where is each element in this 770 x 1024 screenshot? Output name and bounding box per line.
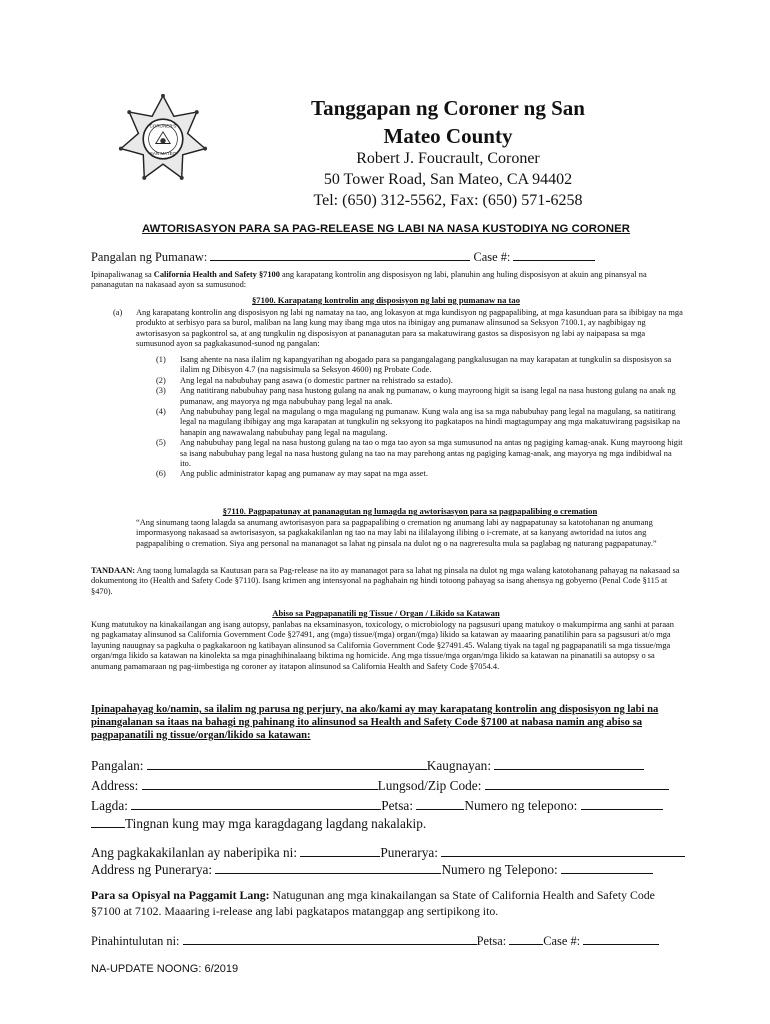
- list-item: [156, 438, 684, 469]
- funeral-address-field[interactable]: [215, 862, 441, 874]
- office-address: 50 Tower Road, San Mateo, CA 94402: [323, 171, 573, 188]
- list-item-num: (3): [156, 386, 166, 396]
- approval-row: [91, 933, 691, 949]
- address-label: Address:: [91, 778, 139, 793]
- list-item-num: (5): [156, 438, 166, 448]
- note-paragraph: [91, 566, 684, 597]
- list-item-num: (1): [156, 355, 166, 364]
- list-item-text: Ang public administrator kapag ang pumanaw ay may sapat na mga asset.: [180, 469, 428, 479]
- item-a-label: (a): [113, 308, 123, 317]
- name-field[interactable]: [147, 758, 427, 770]
- list-item-text: Isang ahente na nasa ilalim ng kapangyarihan ng abogado para sa pangangalagang pangkalusugan na may karapatan at tungkulin sa disposisyon sa ilalim ng Dibisyon 4.7 (na nagsisimula sa Seksyon 4600) ng Probate Code.: [180, 355, 672, 375]
- office-use-text: Natugunan ang mga kinakailangan sa State of California Health and Safety Code §7100 at 7102. Maaaring i-release ang labi pagkatapos matanggap ang sertipikong ito.: [91, 888, 655, 918]
- city-zip-field[interactable]: [485, 778, 669, 790]
- star-tip-ball: [142, 176, 146, 180]
- approval-case-label: Case #:: [543, 934, 581, 948]
- heir-list: [156, 355, 684, 480]
- footer-updated: NA-UPDATE NOONG: 6/2019: [91, 963, 239, 975]
- section-7110-quote: “Ang sinumang taong lalagda sa anumang awtorisasyon para sa pagpapalibing o cremation ng anumang labi ay nagpapatunay sa katotohanan ng anumang impormasyong nakasaad sa awtorisasyon, sa pagkakakilanlan ng tao na may labi na ililalayong ilibing o i-cremate, at sa kanyang awtoridad na iutos ang pagpapalibing o cremation. Siya ang personal na mananagot sa lahat ng pinsala na dulot ng o na nagreresulta mula sa paglabag ng naturang pagpapatunay.”: [136, 518, 657, 548]
- section-7100-heading: §7100. Karapatang kontrolin ang disposisyon ng labi ng pumanaw na tao: [252, 295, 520, 305]
- list-item-text: Ang legal na nabubuhay pang asawa (o domestic partner na rehistrado sa estado).: [180, 375, 453, 385]
- list-item-text: Ang nabubuhay pang legal na magulang o mga magulang ng pumanaw. Kung wala ang isa sa mga nabubuhay pang legal na magulang, sa natitirang legal na magulang ibibigay ang mga karapatan at tungkulin ng seksyong ito pagkatapos na hindi magtagumpay ang mga makatuwirang pagsisikap na hanapin ang nawawalang nabubuhay pang legal na magulang.: [180, 407, 681, 437]
- intro-text-rest: ang karapatang kontrolin ang disposisyon ng labi, planuhin ang huling disposisyon at akuin ang pinansyal na pananagutan na nakasaad ayon sa sumusunod:: [91, 270, 647, 290]
- deceased-label: Pangalan ng Pumanaw:: [91, 250, 208, 264]
- relationship-field[interactable]: [494, 758, 644, 770]
- svg-text:SAN MATEO: SAN MATEO: [149, 151, 177, 157]
- phone-label: Numero ng telepono:: [464, 798, 578, 813]
- form-row-signature: [91, 798, 691, 814]
- funeral-home-label: Punerarya:: [380, 845, 438, 860]
- funeral-address-label: Address ng Punerarya:: [91, 862, 213, 877]
- form-row-funeral-address: [91, 862, 691, 878]
- list-item-num: (4): [156, 407, 166, 417]
- list-item-text: Ang nabubuhay pang legal na nasa hustong gulang na tao o mga tao ayon sa mga sumusunod na antas ng pagiging kamag-anak. Kung mayroong higit sa isang nabubuhay pang legal na nasa hustong gulang na tao na may parehong antas ng pagiging kamag-anak, ang mayorya ng mga indibidwal na ito.: [180, 438, 683, 469]
- approval-case-field[interactable]: [583, 933, 659, 945]
- case-label: Case #:: [473, 250, 511, 264]
- list-item: [156, 376, 684, 386]
- checkbox-label: Tingnan kung may mga karagdagang lagdang nakalakip.: [125, 816, 427, 831]
- city-zip-label: Lungsod/Zip Code:: [377, 778, 482, 793]
- list-item: [156, 355, 684, 376]
- deceased-name-field[interactable]: [210, 249, 470, 261]
- tissue-heading: Abiso sa Pagpapanatili ng Tissue / Organ / Likido sa Katawan: [272, 608, 500, 618]
- identified-field[interactable]: [300, 845, 380, 857]
- additional-signatures-check[interactable]: [91, 816, 125, 828]
- star-tip-ball: [203, 147, 207, 151]
- form-row-checkbox: [91, 816, 691, 832]
- signature-field[interactable]: [131, 798, 381, 810]
- coroner-badge-logo: [118, 94, 208, 184]
- office-title-line2: Mateo County: [383, 124, 513, 148]
- date-field[interactable]: [416, 798, 464, 810]
- list-item: [156, 407, 684, 438]
- office-phone: Tel: (650) 312-5562, Fax: (650) 571-6258: [313, 192, 583, 209]
- date-label: Petsa:: [381, 798, 414, 813]
- office-use-paragraph: [91, 887, 681, 919]
- star-tip-ball: [119, 147, 123, 151]
- case-number-field[interactable]: [513, 249, 595, 261]
- identified-label: Ang pagkakakilanlan ay naberipika ni:: [91, 845, 298, 860]
- form-row-name: [91, 758, 691, 774]
- note-text: Ang taong lumalagda sa Kautusan para sa Pag-release na ito ay mananagot para sa lahat ng pinsala na dulot ng mga walang katotohanang pahayag na nakasaad sa dokumentong ito (Health and Safety Code §7110). Isang krimen ang intensyonal na paghahain ng hindi totoong pahayag sa isang ahensya ng gobyerno (Penal Code §115 at §470).: [91, 566, 680, 596]
- funeral-home-field[interactable]: [441, 845, 685, 857]
- section-7110-heading: §7110. Pagpapatunay at pananagutan ng lumagda ng awtorisasyon para sa pagpapalibing o cremation: [222, 506, 598, 516]
- form-row-identified: [91, 845, 691, 861]
- funeral-phone-field[interactable]: [561, 862, 653, 874]
- coroner-name: Robert J. Foucrault, Coroner: [356, 150, 540, 167]
- list-item-num: (6): [156, 469, 166, 479]
- star-tip-ball: [195, 110, 199, 114]
- document-title: AWTORISASYON PARA SA PAG-RELEASE NG LABI NA NASA KUSTODIYA NG CORONER: [141, 223, 631, 235]
- list-item: [156, 469, 684, 479]
- name-label: Pangalan:: [91, 758, 144, 773]
- office-title-line1: Tanggapan ng Coroner ng San: [311, 96, 585, 120]
- intro-paragraph: [91, 270, 681, 291]
- intro-text: Ipinapaliwanag sa: [91, 270, 154, 279]
- phone-field[interactable]: [581, 798, 663, 810]
- list-item-text: Ang natitirang nabubuhay pang nasa hustong gulang na anak ng pumanaw, o kung mayroong higit sa isang legal na nasa hustong gulang na anak ng pumanaw, ang mayorya ng mga nabubuhay pang legal na anak.: [180, 386, 676, 406]
- declaration: Ipinapahayag ko/namin, sa ilalim ng parusa ng perjury, na ako/kami ay may karapatang kontrolin ang disposisyon ng labi na pinangalanan sa itaas na bahagi ng pahinang ito alinsunod sa Health and Safety Code §7100 at nabasa namin ang abiso sa pagpapanatili ng tissue/organ/likido sa katawan:: [91, 704, 659, 741]
- address-field[interactable]: [142, 778, 378, 790]
- relationship-label: Kaugnayan:: [426, 758, 492, 773]
- approval-date-label: Petsa:: [476, 934, 507, 948]
- deceased-row: [91, 249, 691, 265]
- star-tip-ball: [127, 110, 131, 114]
- signature-label: Lagda:: [91, 798, 128, 813]
- intro-law: California Health and Safety §7100: [153, 270, 280, 279]
- star-tip-ball: [180, 176, 184, 180]
- note-label: TANDAAN:: [91, 566, 136, 575]
- approval-date-field[interactable]: [509, 933, 543, 945]
- item-a-text: Ang karapatang kontrolin ang disposisyon ng labi ng namatay na tao, ang lokasyon at mga kundisyon ng pagpapalibing, at mga kasunduan para sa ibibigay na mga produkto at serbisyo para sa burol, maliban na lang kung may ibang mga utos na ibinigay ang pumanaw alinsunod sa Seksyon 7100.1, ay nagbibigay ng awtorisasyon sa pagkontrol sa, at ang tungkulin ng disposisyon at pananagutan para sa makatuwirang gastos sa disposisyon ng labi ay naipapasa sa mga sumusunod ayon sa pagkakasunod-sunod ng pangalan:: [136, 308, 683, 349]
- tissue-paragraph: Kung matutukoy na kinakailangan ang isang autopsy, panlabas na eksaminasyon, toxicology, o microbiology na pagsusuri upang matukoy o makumpirma ang sanhi at paraan ng pagkamatay alinsunod sa California Government Code §27491, ang (mga) tissue/(mga) organ/(mga) likido sa katawan ay maaaring panatilihin para sa pagsusuri at/o mga layuning nauugnay sa pagkuha o pagkakaroon ng katibayan alinsunod sa California Government Code §27491.45. Walang tiyak na tagal ng pagpapanatili sa mga tissue/mga organ/mga likido sa katawan na kinolekta sa mga pinaghihinalaang biktima ng homicide. Ang mga tissue/mga organ/mga likido sa katawan na pinanatili sa autopsy o sa anumang pamamaraan ng pag-iimbestiga ng coroner ay itatapon alinsunod sa California Health and Safety Code §7054.4.: [91, 620, 674, 671]
- star-tip-ball: [161, 94, 165, 98]
- approved-label: Pinahintulutan ni:: [91, 934, 180, 948]
- funeral-phone-label: Numero ng Telepono:: [441, 862, 558, 877]
- list-item: [156, 386, 684, 407]
- list-item-num: (2): [156, 375, 166, 385]
- form-row-address: [91, 778, 691, 794]
- approved-field[interactable]: [183, 933, 477, 945]
- office-use-label: Para sa Opisyal na Paggamit Lang:: [91, 888, 270, 902]
- svg-text:CORONER'S: CORONER'S: [149, 123, 177, 129]
